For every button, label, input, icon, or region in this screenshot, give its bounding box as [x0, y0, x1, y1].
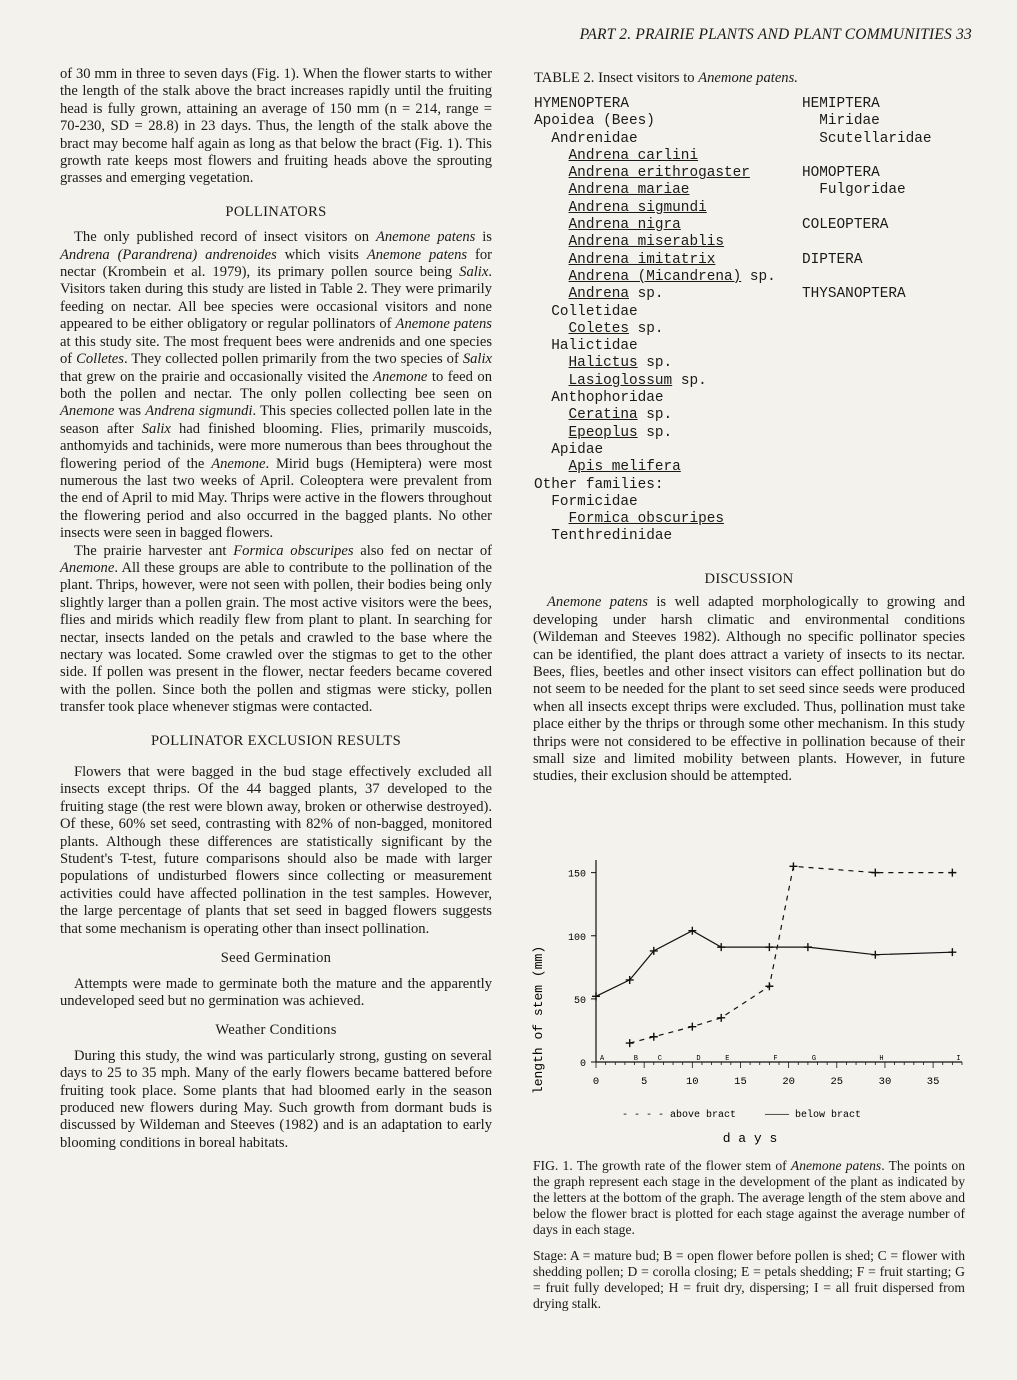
table-left-row: Ceratina sp. — [568, 407, 673, 424]
table-left-row: Halictus sp. — [568, 355, 673, 372]
table-right-row — [802, 269, 1002, 286]
table-right-column — [802, 96, 1002, 304]
table-right-row: Scutellaridae — [802, 130, 932, 147]
table-left-row: Colletidae — [534, 303, 638, 320]
data-point — [765, 982, 773, 990]
data-point — [626, 1039, 634, 1047]
data-point — [717, 943, 725, 951]
x-tick-label: 30 — [878, 1076, 892, 1088]
caption-text: FIG. 1. The growth rate of the flower stem of Anemone patens. The points on the graph represent each stage in the development of the plant as indicated by the letters at the bottom of the graph. The average length of the stem above and below the flower bract is plotted for each stage against the average number of days in each stage. — [533, 1158, 966, 1237]
y-axis-label: length of stem (mm) — [531, 945, 546, 1095]
heading-pollinators: POLLINATORS — [225, 203, 327, 220]
stage-label: B — [633, 1055, 638, 1063]
y-tick-label: 50 — [573, 995, 586, 1007]
x-tick-label: 25 — [830, 1076, 844, 1088]
legend-above-bract: - - - - above bract — [622, 1110, 737, 1121]
data-point — [871, 951, 879, 959]
table-right-row — [802, 200, 1002, 217]
table-left-row: Andrena nigra — [568, 217, 681, 234]
paragraph-discussion: Anemone patens is well adapted morphologically to growing and developing under harsh climatic and environmental conditions (Wildeman and Steeves 1982). Although no specific pollinator species can be identified, the plant does attract a variety of insects to its nectar. Bees, flies, beetles and other insect visitors can effect pollination but do not seem to be needed for the plant to set seed since seeds were produced when all insects except thrips were excluded. Thus, pollination must take place either by the thrips or through some other mechanism. In this study thrips were not considered to be effective in pollination because of their small size and limited mobility between plants. However, in future studies, their exclusion should be attempted. — [533, 594, 965, 785]
table-left-row: Andrena sigmundi — [568, 199, 707, 216]
stage-label: G — [811, 1055, 817, 1063]
table-right-row: THYSANOPTERA — [802, 286, 906, 303]
table-left-row: Andrena erithrogaster — [568, 165, 750, 182]
data-point — [948, 869, 956, 877]
stage-label: E — [725, 1055, 730, 1063]
data-point — [688, 1023, 696, 1031]
table-left-row: Lasioglossum sp. — [568, 372, 707, 389]
table-right-row: COLEOPTERA — [802, 217, 889, 234]
table-left-row: Andrena (Micandrena) sp. — [568, 268, 776, 285]
stage-label: H — [879, 1055, 884, 1063]
table-left-row: Apidae — [534, 441, 604, 458]
x-tick-label: 0 — [592, 1076, 600, 1088]
legend-below-bract: ———— below bract — [765, 1110, 862, 1121]
data-point — [789, 862, 797, 870]
table-right-row — [802, 234, 1002, 251]
table-left-row: Apis melifera — [568, 459, 681, 476]
heading-exclusion: POLLINATOR EXCLUSION RESULTS — [150, 732, 402, 749]
table-left-row: Coletes sp. — [568, 320, 664, 337]
series-above-bract — [630, 866, 953, 1043]
table-left-row: Andrena imitatrix — [568, 251, 716, 268]
stage-label: I — [956, 1055, 961, 1063]
x-tick-label: 5 — [641, 1076, 648, 1088]
table-title: TABLE 2. Insect visitors to Anemone patens. — [534, 70, 798, 86]
table-left-row: Formicidae — [534, 493, 638, 510]
heading-weather: Weather Conditions — [215, 1022, 337, 1039]
data-point — [948, 948, 956, 956]
stage-label: A — [600, 1055, 605, 1063]
caption-stages: Stage: A = mature bud; B = open flower before pollen is shed; C = flower with shedding pollen; D = corolla closing; E = petals shedding; F = fruit starting; G = fruit fully developed; H = fruit dry, dispersing; I = all fruit dispersed from drying stalk. — [533, 1248, 965, 1311]
table-left-row: Andrena carlini — [568, 147, 699, 164]
table-right-row: Fulgoridae — [802, 182, 906, 199]
paragraph-weather: During this study, the wind was particularly strong, gusting on several days to 25 to 35 mph. Many of the early flowers became battered before fruiting took place. Some plants that had bloomed early in the season produced new flowers during May. Such growth from dormant buds is discussed by Wildeman and Steeves (1982) and is an adaptation to early blooming conditions in boreal habitats. — [60, 1047, 492, 1151]
table-left-row: Andrenidae — [534, 130, 638, 147]
x-tick-label: 35 — [926, 1076, 940, 1088]
table-left-row: HYMENOPTERA — [534, 96, 629, 112]
table-right-row: DIPTERA — [802, 251, 863, 268]
table-left-row: Anthophoridae — [534, 390, 664, 407]
data-point — [871, 869, 879, 877]
figure-caption — [533, 1158, 965, 1322]
table-left-row: Halictidae — [534, 338, 638, 355]
table-right-row — [802, 148, 1002, 165]
paragraph-growth: of 30 mm in three to seven days (Fig. 1). When the flower starts to wither the length of the stalk above the bract increases rapidly until the fruiting head is fully grown, attaining an average of 150 mm (n = 214, range = 70-230, SD = 28.8) in 23 days. Thus, the length of the stalk above the bract may become half again as long as that below the bract (Fig. 1). This growth rate keeps most flowers and fruiting heads above the sprouting grasses and emerging vegetation. — [60, 66, 492, 187]
page-header: PART 2. PRAIRIE PLANTS AND PLANT COMMUNITIES 33 — [579, 26, 972, 43]
data-point — [765, 943, 773, 951]
table-left-row: Formica obscuripes — [568, 511, 724, 528]
table-left-row: Andrena miserablis — [568, 234, 724, 251]
table-right-row: HEMIPTERA — [802, 96, 880, 112]
y-tick-label: 0 — [579, 1059, 586, 1070]
table-left-row: Other families: — [534, 476, 664, 493]
table-left-row: Tenthredinidae — [534, 528, 673, 545]
paragraph-seed-germination: Attempts were made to germinate both the mature and the apparently undeveloped seed but no germination was achieved. — [60, 975, 492, 1009]
table-right-row: HOMOPTERA — [802, 165, 880, 182]
table-left-row: Andrena sp. — [568, 286, 664, 303]
stage-label: C — [657, 1055, 662, 1063]
x-tick-label: 10 — [686, 1076, 699, 1088]
heading-discussion: DISCUSSION — [704, 571, 794, 587]
stage-label: D — [696, 1055, 701, 1063]
table-left-row: Andrena mariae — [568, 182, 690, 199]
heading-seed-germination: Seed Germination — [220, 950, 332, 967]
right-column — [533, 571, 965, 786]
x-tick-label: 20 — [782, 1076, 795, 1088]
paragraph-exclusion: Flowers that were bagged in the bud stage effectively excluded all insects except thrips. Of the 44 bagged plants, 37 developed to the fruiting stage (the rest were blown away, broken or otherwise destroyed). Of these, 60% set seed, contrasting with 82% of non-bagged, monitored plants. Although these differences are statistically significant by the Student's T-test, future comparisons should also be made with larger populations of undisturbed flowers since collecting or measurement activities could have affected pollination in the test samples. However, the large percentage of plants that set seed in bagged flowers suggests that some mechanism is operating other than insect pollination. — [60, 764, 492, 937]
data-point — [804, 943, 812, 951]
growth-chart — [530, 850, 970, 1150]
paragraph-harvester-ant: The prairie harvester ant Formica obscuripes also fed on nectar of Anemone. All these groups are able to contribute to the pollination of the plant. Thrips, however, were not seen with pollen, their bodies being only slightly larger than a pollen grain. The most active visitors were the bees, flies and mirids which readily flew from plant to plant. In searching for nectar, insects landed on the petals and crawled to the base where the nectary was located. Some crawled over the stigmas to get to the other side. If pollen was present in the flower, nectar feeders became covered with the pollen. Since both the pollen and stigmas were sticky, pollen transfer took place whenever stigmas were contacted. — [60, 542, 492, 716]
series-below-bract — [596, 931, 952, 997]
data-point — [688, 927, 696, 935]
stage-label: F — [773, 1055, 778, 1063]
y-tick-label: 150 — [567, 869, 586, 881]
x-axis-label: d a y s — [722, 1131, 778, 1146]
paragraph-pollinators: The only published record of insect visitors on Anemone patens is Andrena (Parandrena) andrenoides which visits Anemone patens for nectar (Krombein et al. 1979), its primary pollen source being Salix. Visitors taken during this study are listed in Table 2. They were primarily feeding on nectar. All bee species were occasional visitors and none appeared to be either obligatory or regular pollinators of Anemone patens at this study site. The most frequent bees were andrenids and one species of Colletes. They collected pollen primarily from the two species of Salix that grew on the prairie and occasionally visited the Anemone to feed on both the pollen and nectar. The only pollen collecting bee seen on Anemone was Andrena sigmundi. This species collected pollen late in the season after Salix had finished blooming. Flies, primarily muscoids, anthomyids and tachinids, were more numerous than bees throughout the flowering period of the Anemone. Mirid bugs (Hemiptera) were most numerous the last two weeks of April. Coleoptera were prevalent from the end of April to mid May. Thrips were active in the flowers throughout the flowering period and also occurred in the bagged plants. No other insects were seen in bagged flowers. — [60, 229, 493, 542]
data-point — [650, 1033, 658, 1041]
y-tick-label: 100 — [567, 932, 586, 944]
left-column — [60, 66, 492, 1152]
table-left-row: Apoidea (Bees) — [534, 113, 655, 130]
table-right-row: Miridae — [802, 113, 880, 130]
table-left-row: Epeoplus sp. — [568, 424, 673, 441]
table-left-column — [534, 96, 834, 546]
data-point — [717, 1014, 725, 1022]
x-tick-label: 15 — [734, 1076, 747, 1088]
